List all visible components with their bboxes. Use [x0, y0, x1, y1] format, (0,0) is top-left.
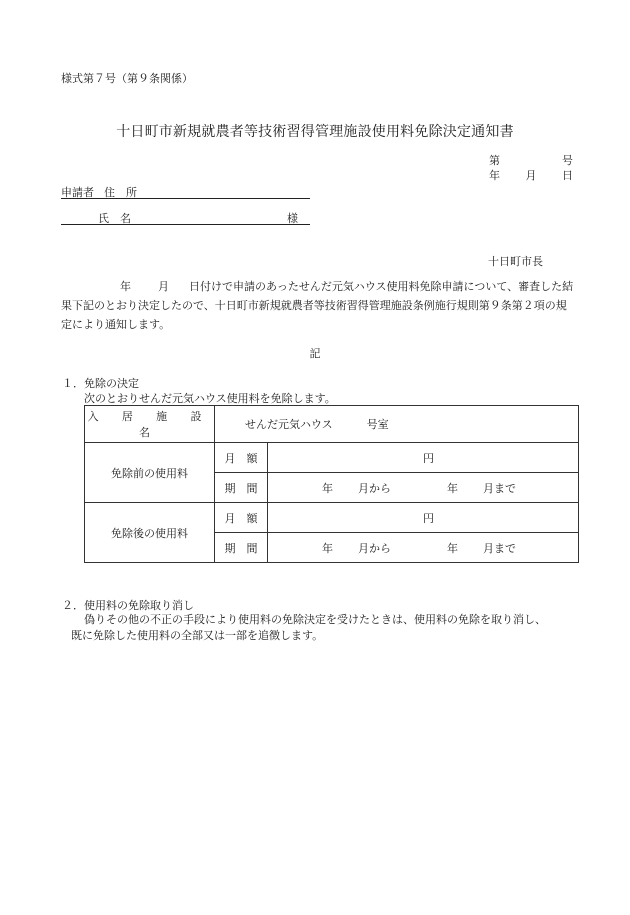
period-from-year: 年 [322, 481, 333, 495]
period-label: 期 間 [224, 481, 258, 495]
period-label-cell [215, 473, 268, 503]
period-from-month: 月から [358, 481, 391, 495]
facility-name: せんだ元気ハウス [245, 418, 333, 431]
period-from-month: 月から [358, 541, 391, 555]
monthly-value-cell: 円 [268, 503, 579, 533]
fee-table [84, 405, 579, 563]
before-label: 免除前の使用料 [111, 466, 188, 480]
notice-body [61, 277, 575, 334]
monthly-label: 月 額 [224, 451, 258, 465]
period-to-month: 月まで [483, 541, 516, 555]
period-label-cell [215, 533, 268, 563]
name-label: 氏 名 [98, 212, 131, 225]
section1-title: １．免除の決定 [62, 377, 139, 390]
doc-number-prefix: 第 [489, 154, 500, 167]
date-month: 月 [525, 169, 537, 182]
section2-text [62, 612, 582, 644]
period-to-year: 年 [447, 541, 458, 555]
facility-label-cell [85, 406, 215, 443]
monthly-value-cell: 円 [268, 443, 579, 473]
monthly-label-cell [215, 503, 268, 533]
body-text: 日付けで申請のあったせんだ元気ハウス使用料免除申請について、審査した結果下記のとおり決定したので、十日町市新規就農者等技術習得管理施設条例施行規則第９条第２項の規定により通知します。 [61, 280, 574, 331]
period-value-cell [268, 533, 579, 563]
issue-date-field [489, 167, 573, 183]
issuer-name: 十日町市長 [488, 255, 543, 268]
body-date-month: 月 [158, 280, 169, 293]
table-row [85, 406, 579, 443]
monthly-label-cell [215, 443, 268, 473]
applicant-label: 申請者 [61, 186, 94, 199]
address-label: 住 所 [104, 186, 137, 199]
form-number-label: 様式第７号（第９条関係） [61, 72, 193, 85]
section2-line2: 既に免除した使用料の全部又は一部を追徴します。 [71, 629, 324, 642]
period-label: 期 間 [224, 541, 258, 555]
date-day: 日 [562, 169, 573, 182]
applicant-address-line [61, 184, 310, 199]
body-date-year: 年 [120, 280, 131, 293]
after-label: 免除後の使用料 [111, 526, 188, 540]
period-to-month: 月まで [483, 481, 516, 495]
before-label-cell [85, 443, 215, 503]
applicant-name-line [61, 210, 310, 225]
section1-text: 次のとおりせんだ元気ハウス使用料を免除します。 [84, 392, 336, 405]
ki-heading: 記 [309, 347, 321, 360]
period-to-year: 年 [447, 481, 458, 495]
period-from-year: 年 [322, 541, 333, 555]
section2-title: ２．使用料の免除取り消し [62, 599, 194, 612]
document-title: 十日町市新規就農者等技術習得管理施設使用料免除決定通知書 [116, 124, 514, 140]
facility-label: 入 居 施 設 名 [87, 410, 212, 439]
date-year: 年 [489, 169, 500, 182]
after-label-cell [85, 503, 215, 563]
document-number-field [489, 152, 573, 168]
table-row [85, 443, 579, 473]
room-label: 号室 [366, 418, 389, 431]
honorific-label: 様 [287, 212, 298, 225]
facility-value-cell [215, 406, 579, 443]
doc-number-suffix: 号 [562, 154, 573, 167]
monthly-label: 月 額 [224, 511, 258, 525]
table-row [85, 503, 579, 533]
period-value-cell [268, 473, 579, 503]
section2-line1: 偽りその他の不正の手段により使用料の免除決定を受けたときは、使用料の免除を取り消し、 [84, 613, 546, 626]
